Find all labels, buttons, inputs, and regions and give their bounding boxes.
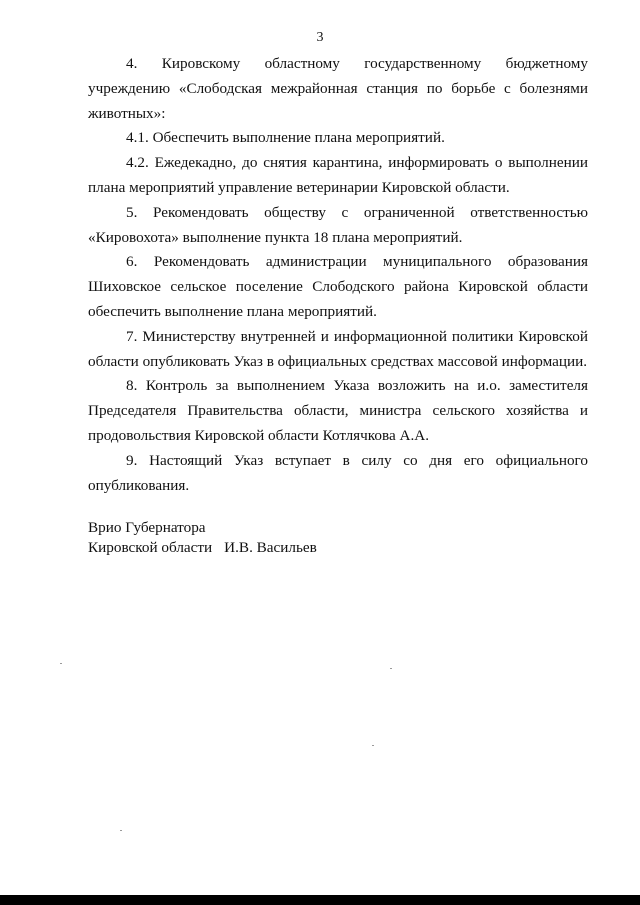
paragraph-4: 4. Кировскому областному государственному бюджетному учреждению «Слободская межрайонная станция по борьбе с болезнями животных»: bbox=[88, 55, 588, 122]
signature-block bbox=[88, 518, 317, 558]
paragraph-5: 5. Рекомендовать обществу с ограниченной ответственностью «Кировохота» выполнение пункта 18 плана мероприятий. bbox=[88, 203, 588, 246]
signatory-title-line-1: Врио Губернатора bbox=[88, 519, 206, 536]
paragraph-6: 6. Рекомендовать администрации муниципального образования Шиховское сельское поселение Слободского района Кировской области обеспечить выполнение плана мероприятий. bbox=[88, 253, 588, 320]
paragraph-9: 9. Настоящий Указ вступает в силу со дня его официального опубликования. bbox=[88, 451, 588, 494]
signatory-title-line-2 bbox=[88, 538, 317, 558]
signatory-region: Кировской области bbox=[88, 539, 213, 556]
paragraph-8: 8. Контроль за выполнением Указа возложить на и.о. заместителя Председателя Правительства области, министра сельского хозяйства и продовольствия Кировской области Котлячкова А.А. bbox=[88, 377, 588, 444]
paragraph-7: 7. Министерству внутренней и информационной политики Кировской области опубликовать Указ в официальных средствах массовой информации. bbox=[88, 327, 588, 370]
scan-speck bbox=[60, 663, 62, 664]
signatory-name: И.В. Васильев bbox=[224, 539, 317, 556]
paragraph-4-1: 4.1. Обеспечить выполнение плана мероприятий. bbox=[126, 129, 445, 147]
paragraph-4-2: 4.2. Ежедекадно, до снятия карантина, информировать о выполнении плана мероприятий управление ветеринарии Кировской области. bbox=[88, 154, 588, 196]
scan-edge-bar bbox=[0, 895, 640, 905]
decree-body bbox=[88, 52, 588, 498]
scan-speck bbox=[390, 668, 392, 669]
page-number: 3 bbox=[316, 30, 324, 45]
scan-speck bbox=[120, 830, 122, 831]
scan-speck bbox=[372, 745, 374, 746]
